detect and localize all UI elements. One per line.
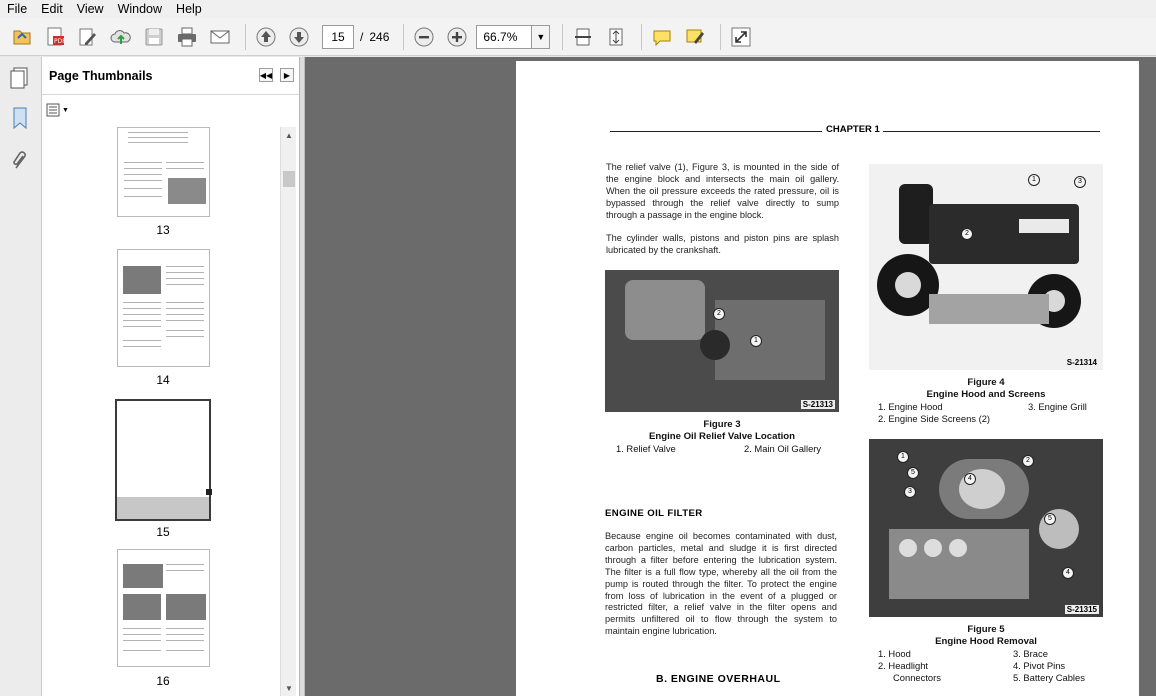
thumbnail-options-button[interactable] <box>46 101 72 119</box>
fit-width-icon[interactable] <box>569 23 597 51</box>
save-icon[interactable] <box>140 23 168 51</box>
callout-1: 1 <box>750 335 762 347</box>
document-view <box>305 57 1156 696</box>
print-icon[interactable] <box>173 23 201 51</box>
callout-5: 5 <box>907 467 919 479</box>
figure-4-item: 3. Engine Grill <box>1028 401 1087 412</box>
attachment-icon[interactable] <box>6 145 34 175</box>
figure-5-item: Connectors <box>893 672 941 683</box>
menu-edit[interactable]: Edit <box>41 2 63 16</box>
scroll-down-icon[interactable]: ▼ <box>285 683 293 693</box>
chapter-heading: CHAPTER 1 <box>823 124 883 135</box>
thumbnail-page[interactable] <box>117 249 210 367</box>
menu-view[interactable]: View <box>76 2 104 16</box>
thumbnails-panel <box>42 57 300 696</box>
cloud-upload-icon[interactable] <box>107 23 135 51</box>
menu-bar <box>0 0 1156 18</box>
callout-1: 1 <box>897 451 909 463</box>
figure-3-title: Engine Oil Relief Valve Location <box>648 431 796 442</box>
figure-5-code: S-21315 <box>1066 605 1097 614</box>
double-chevron-left-icon: ◀◀ <box>259 70 273 80</box>
toolbar-separator <box>245 24 246 50</box>
chevron-down-icon: ▼ <box>62 106 69 114</box>
figure-3-code: S-21313 <box>802 400 833 409</box>
highlight-icon[interactable] <box>681 23 709 51</box>
thumbnail-page-number: 14 <box>156 373 170 387</box>
zoom-in-icon[interactable] <box>443 23 471 51</box>
toolbar-separator <box>720 24 721 50</box>
chevron-right-icon: ▶ <box>283 70 291 80</box>
page-number-input[interactable]: 15 <box>322 25 354 49</box>
expand-panel-button[interactable] <box>280 68 294 82</box>
figure-4-item: 2. Engine Side Screens (2) <box>878 413 991 424</box>
callout-3: 3 <box>1074 176 1086 188</box>
callout-5: 5 <box>1044 513 1056 525</box>
toolbar-separator <box>562 24 563 50</box>
figure-5-photo <box>869 439 1103 617</box>
menu-file[interactable]: File <box>7 2 28 16</box>
create-pdf-icon[interactable] <box>41 23 69 51</box>
figure-5-item: 3. Brace <box>1013 648 1048 659</box>
relief-valve-paragraph: The relief valve (1), Figure 3, is mounted in the side of the engine block and intersects the main oil gallery. When the oil pressure exceeds the rated pressure, oil is bypassed through the relief valve directly to sump through a passage in the engine block. <box>606 162 839 220</box>
figure-4-item: 1. Engine Hood <box>878 401 943 412</box>
callout-2: 2 <box>1022 455 1034 467</box>
toolbar-separator <box>403 24 404 50</box>
figure-4-number: Figure 4 <box>967 377 1005 388</box>
zoom-dropdown-button[interactable] <box>532 25 550 49</box>
figure-5-number: Figure 5 <box>967 624 1005 635</box>
fullscreen-icon[interactable] <box>727 23 755 51</box>
figure-5-item: 2. Headlight <box>878 660 929 671</box>
section-heading-overhaul: B. ENGINE OVERHAUL <box>656 673 781 685</box>
svg-text:PDF: PDF <box>54 37 66 45</box>
fit-page-icon[interactable] <box>602 23 630 51</box>
chapter-rule-left <box>610 131 822 132</box>
total-pages: 246 <box>369 29 390 44</box>
thumbnail-page-number: 15 <box>156 525 170 539</box>
scrollbar-thumb[interactable] <box>283 171 295 187</box>
callout-2: 2 <box>713 308 725 320</box>
pdf-page <box>516 61 1139 696</box>
figure-3-photo <box>605 270 839 412</box>
toolbar-separator <box>641 24 642 50</box>
thumbnail-page[interactable] <box>117 549 210 667</box>
scroll-up-icon[interactable]: ▲ <box>285 130 293 140</box>
page-separator: / <box>360 29 364 44</box>
options-list-icon <box>46 103 60 117</box>
figure-4-photo <box>869 164 1103 370</box>
thumbnail-list <box>46 127 284 696</box>
callout-2: 2 <box>961 228 973 240</box>
callout-4: 4 <box>1062 567 1074 579</box>
splash-lubrication-paragraph: The cylinder walls, pistons and piston pins are splash lubricated by the crankshaft. <box>606 233 839 255</box>
callout-4: 4 <box>964 473 976 485</box>
chevron-down-icon: ▼ <box>536 31 546 42</box>
zoom-level-input[interactable]: 66.7% <box>476 25 532 49</box>
navigation-rail <box>0 57 42 696</box>
email-icon[interactable] <box>206 23 234 51</box>
thumbnail-page-number: 16 <box>156 674 170 688</box>
callout-1: 1 <box>1028 174 1040 186</box>
chapter-rule-right <box>882 131 1100 132</box>
oil-filter-paragraph: Because engine oil becomes contaminated with dust, carbon particles, metal and sludge it is first directed through a filter before entering the lubrication system. The filter is a full flow type, whereby all the oil from the pump is routed through the filter. To protect the engine from loss of lubrication in the event of a plugged or restricted filter, a relief valve in the filter opens and permits unfiltered oil to flow through the system to maintain engine lubrication. <box>605 531 837 637</box>
menu-help[interactable]: Help <box>176 2 202 16</box>
thumbnail-page-selected[interactable] <box>115 399 211 521</box>
comment-icon[interactable] <box>648 23 676 51</box>
panel-title: Page Thumbnails <box>49 68 153 83</box>
section-heading-oil-filter: ENGINE OIL FILTER <box>605 508 703 519</box>
figure-5-item: 1. Hood <box>878 648 911 659</box>
page-down-icon[interactable] <box>285 23 313 51</box>
figure-5-item: 4. Pivot Pins <box>1013 660 1066 671</box>
zoom-out-icon[interactable] <box>410 23 438 51</box>
figure-3-item: 2. Main Oil Gallery <box>744 443 822 454</box>
figure-3-item: 1. Relief Valve <box>616 443 676 454</box>
menu-window[interactable]: Window <box>117 2 163 16</box>
figure-5-title: Engine Hood Removal <box>935 636 1037 647</box>
figure-3-number: Figure 3 <box>703 419 741 430</box>
collapse-panel-button[interactable] <box>259 68 273 82</box>
page-thumbnails-icon[interactable] <box>6 63 34 93</box>
page-up-icon[interactable] <box>252 23 280 51</box>
open-file-icon[interactable] <box>8 23 36 51</box>
thumbnail-page[interactable] <box>117 127 210 217</box>
callout-3: 3 <box>904 486 916 498</box>
thumbnail-scrollbar[interactable] <box>280 127 296 696</box>
figure-5-item: 5. Battery Cables <box>1013 672 1085 683</box>
toolbar <box>0 18 1156 56</box>
edit-icon[interactable] <box>74 23 102 51</box>
figure-4-code: S-21314 <box>1066 358 1097 367</box>
figure-4-title: Engine Hood and Screens <box>926 389 1046 400</box>
thumbnail-page-number: 13 <box>156 223 170 237</box>
bookmark-icon[interactable] <box>6 103 34 133</box>
